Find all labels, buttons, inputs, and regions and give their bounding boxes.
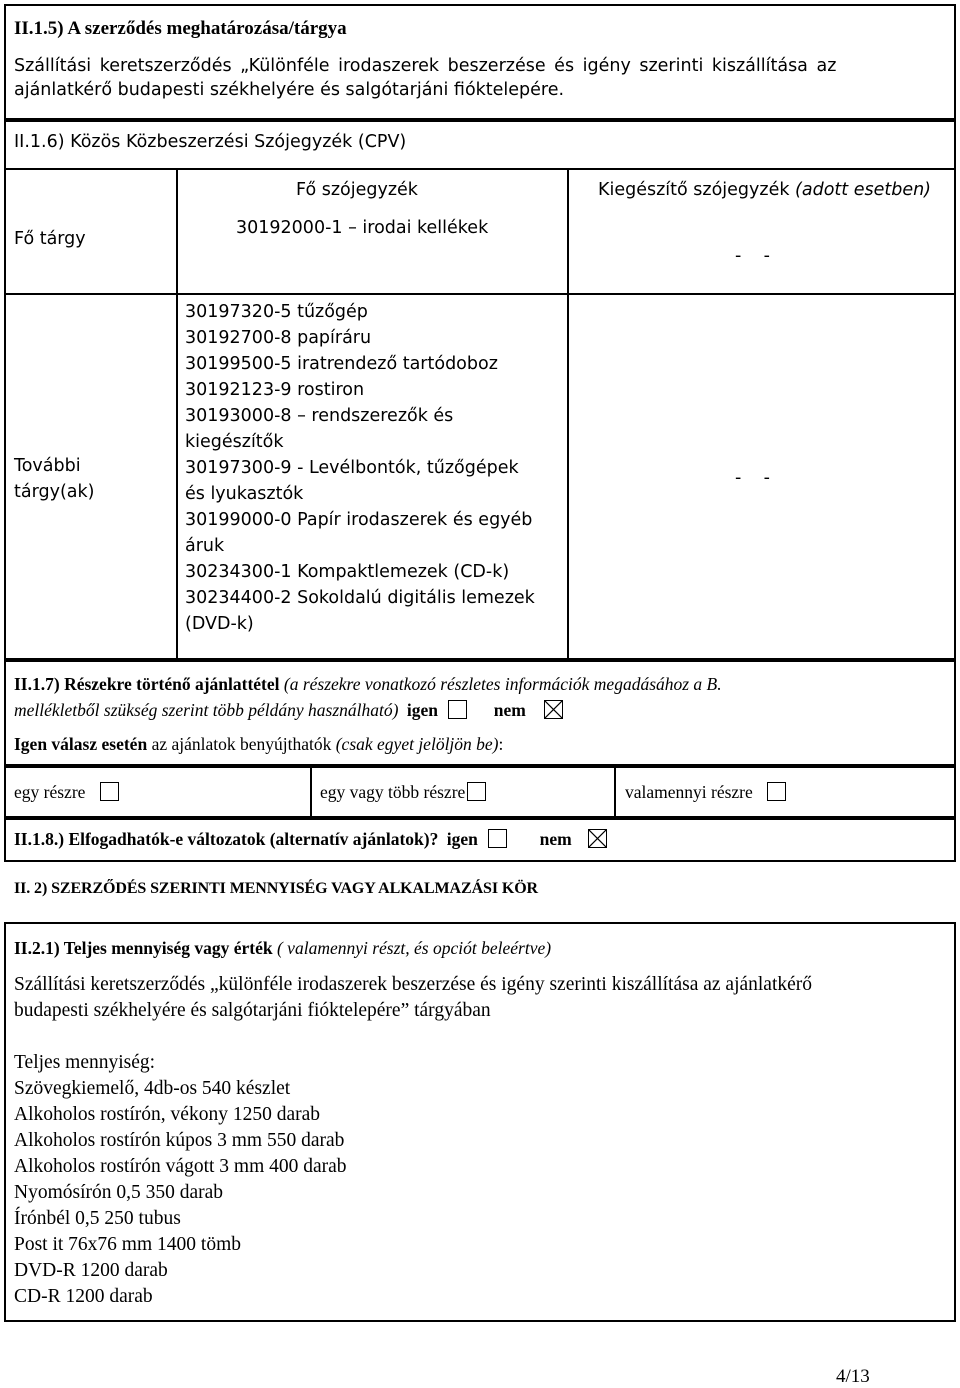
row-main-label: Fő tárgy [14,229,86,249]
quantity-list-item: Alkoholos rostírón vágott 3 mm 400 darab [14,1156,347,1177]
cpv-list-item: 30199500-5 iratrendező tartódoboz [185,354,498,374]
section-1-7-nem-checkbox[interactable] [544,700,563,719]
col-supp-header-italic: (adott esetben) [795,180,932,200]
answer-normal: az ajánlatok benyújthatók [151,734,332,754]
cpv-list-item: 30192123-9 rostiron [185,380,365,400]
section-1-8-nem-checkbox[interactable] [588,829,607,848]
section-1-7-answer [14,734,503,754]
cpv-list-item: 30197300-9 - Levélbontók, tűzőgépek [185,458,519,478]
section-2-1-heading-italic: ( valamennyi részt, és opciót beleértve) [276,938,552,958]
row-other-cpv-list [185,299,535,637]
section-1-5-line1: Szállítási keretszerződés „Különféle irodaszerek beszerzése és igény szerinti kiszállítása az [14,56,837,76]
option-more-parts-label: egy vagy több részre [320,782,466,802]
quantity-list-item: Post it 76x76 mm 1400 tömb [14,1234,241,1255]
cpv-list-item: 30234300-1 Kompaktlemezek (CD-k) [185,562,510,582]
row-main-cpv: 30192000-1 – irodai kellékek [236,218,489,238]
cpv-list-item: áruk [185,536,225,556]
cpv-list-item: 30197320-5 tűzőgép [185,302,368,322]
answer-bold: Igen válasz esetén [14,734,148,754]
section-2-1-line1: Szállítási keretszerződés „különféle irodaszerek beszerzése és igény szerinti kiszállítása az ajánlatkérő [14,974,813,995]
row-main-supp: - - [735,246,770,266]
col-supp-header-bold: Kiegészítő szójegyzék [598,180,790,200]
row-other-label-1: További [14,456,81,476]
section-2-heading: II. 2) SZERZŐDÉS SZERINTI MENNYISÉG VAGY ALKALMAZÁSI KÖR [14,880,539,897]
option-one-part-checkbox[interactable] [100,782,119,801]
section-1-8-igen-checkbox[interactable] [488,829,507,848]
answer-colon: : [498,734,504,754]
row-other-label-2: tárgy(ak) [14,482,95,502]
option-one-part-label: egy részre [14,782,86,802]
section-1-7-igen-label: igen [406,700,438,720]
col-main-header: Fő szójegyzék [296,180,418,200]
section-1-8-nem-label: nem [539,829,572,849]
section-1-7-nem-label: nem [493,700,526,720]
quantity-list-item: Szövegkiemelő, 4db-os 540 készlet [14,1078,291,1099]
option-all-parts-checkbox[interactable] [767,782,786,801]
section-2-1-heading-bold: II.2.1) Teljes mennyiség vagy érték [14,938,273,958]
row-other-supp: - - [735,468,770,488]
section-1-5-heading: II.1.5) A szerződés meghatározása/tárgya [14,18,347,39]
section-1-8 [14,829,607,849]
answer-italic: (csak egyet jelöljön be) [335,734,499,754]
option-all-parts [625,782,786,802]
section-1-8-text: II.1.8.) Elfogadhatók-e változatok (alternatív ajánlatok)? [14,829,439,849]
section-1-7-heading-italic-1: (a részekre vonatkozó részletes információk megadásához a B. [283,674,722,694]
cpv-list-item: kiegészítők [185,432,284,452]
section-1-7-heading-line2 [14,700,563,720]
section-1-7-igen-checkbox[interactable] [448,700,467,719]
cpv-list-item: (DVD-k) [185,614,254,634]
section-1-8-igen-label: igen [446,829,478,849]
section-1-7-heading-bold: II.1.7) Részekre történő ajánlattétel [14,674,280,694]
cpv-list-item: 30199000-0 Papír irodaszerek és egyéb [185,510,533,530]
quantity-list-item: Alkoholos rostírón, vékony 1250 darab [14,1104,321,1125]
section-1-6-heading: II.1.6) Közös Közbeszerzési Szójegyzék (CPV) [14,132,407,152]
section-1-5-line2: ajánlatkérő budapesti székhelyére és salgótarjáni fióktelepére. [14,80,565,100]
quantity-title: Teljes mennyiség: [14,1052,156,1073]
option-more-parts [320,782,486,802]
section-2-1-line2: budapesti székhelyére és salgótarjáni fióktelepére” tárgyában [14,1000,491,1021]
cpv-list-item: 30192700-8 papíráru [185,328,372,348]
quantity-list-item: Írónbél 0,5 250 tubus [14,1208,181,1229]
col-supp-header [598,180,931,200]
quantity-list [14,1076,347,1310]
section-1-7-heading-italic-2: mellékletből szükség szerint több példány használható) [14,700,399,720]
cpv-list-item: és lyukasztók [185,484,304,504]
option-all-parts-label: valamennyi részre [625,782,753,802]
option-more-parts-checkbox[interactable] [467,782,486,801]
quantity-list-item: DVD-R 1200 darab [14,1260,168,1281]
cpv-list-item: 30193000-8 – rendszerezők és [185,406,454,426]
option-one-part [14,782,119,802]
quantity-list-item: CD-R 1200 darab [14,1286,153,1307]
cpv-list-item: 30234400-2 Sokoldalú digitális lemezek [185,588,535,608]
section-2-1-heading [14,938,551,958]
quantity-list-item: Nyomósírón 0,5 350 darab [14,1182,224,1203]
quantity-list-item: Alkoholos rostírón kúpos 3 mm 550 darab [14,1130,345,1151]
page-number: 4/13 [836,1366,870,1387]
section-1-7-heading [14,674,722,694]
